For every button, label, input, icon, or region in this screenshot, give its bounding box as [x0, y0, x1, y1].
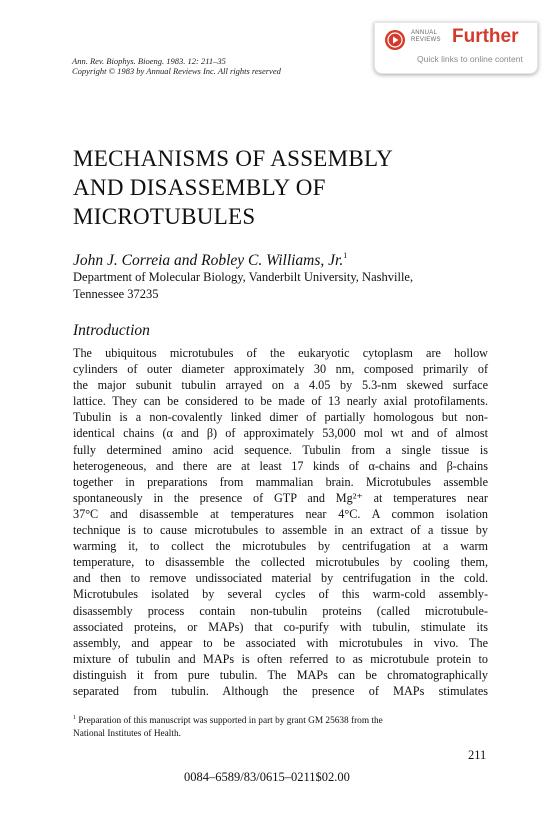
body-line: temperature, to disassemble the collected microtubules by cooling them,	[73, 555, 488, 570]
badge-reviews-label: REVIEWS	[411, 37, 441, 43]
title-line: MECHANISMS OF ASSEMBLY	[73, 146, 393, 171]
body-line: cylinders of outer diameter approximately 30 nm, composed primarily of	[73, 362, 488, 377]
article-title	[73, 144, 493, 231]
body-line: separated from tubulin. Although the presence of MAPs stimulates	[73, 683, 488, 698]
body-line: spontaneously in the presence of GTP and Mg²⁺ at temperatures near	[73, 490, 488, 505]
body-line: heterogeneous, and there are at least 17 kinds of α-chains and β-chains	[73, 458, 488, 473]
annual-reviews-further-badge[interactable]	[374, 22, 538, 74]
footnote-line	[73, 712, 488, 728]
footnote-text: Preparation of this manuscript was supported in part by grant GM 25638 from the	[78, 716, 383, 726]
body-line: The ubiquitous microtubules of the eukaryotic cytoplasm are hollow	[73, 346, 488, 360]
copyright-notice: Copyright © 1983 by Annual Reviews Inc. All rights reserved	[72, 66, 281, 76]
footnote	[73, 712, 488, 741]
page-number: 211	[468, 748, 487, 762]
footnote-line: National Institutes of Health.	[73, 729, 181, 739]
body-line: disassembly process contain non-tubulin proteins (called microtubule-	[73, 603, 488, 618]
body-line: distinguish it from pure tubulin. The MAPs can be chromatographically	[73, 667, 488, 682]
body-line: mixture of tubulin and MAPs is often referred to as microtubule protein to	[73, 651, 488, 666]
badge-annual-label: ANNUAL	[411, 30, 438, 36]
body-line: assembly, and appear to be associated with microtubules in vivo. The	[73, 635, 488, 650]
title-line: MICROTUBULES	[73, 204, 256, 229]
body-line: Tubulin is a non-covalently linked dimer of partially homologous but non-	[73, 410, 488, 425]
body-line: Microtubules isolated by several cycles of this warm-cold assembly-	[73, 587, 488, 602]
body-line: associated proteins, or MAPs) that co-purify with tubulin, stimulate its	[73, 619, 488, 634]
badge-further-label: Further	[452, 26, 519, 47]
body-line: fully determined amino acid sequence. Tubulin from a single tissue is	[73, 442, 488, 457]
badge-tagline: Quick links to online content	[417, 54, 523, 64]
footnote-marker: 1	[73, 715, 76, 721]
section-heading: Introduction	[73, 322, 150, 339]
body-line: together in preparations from mammalian brain. Microtubules assemble	[73, 474, 488, 489]
body-line: warming it, to collect the microtubules by centrifugation at a warm	[73, 539, 488, 554]
author-footnote-marker[interactable]: 1	[343, 251, 348, 260]
body-line: identical chains (α and β) of approximately 53,000 mol wt and of almost	[73, 426, 488, 441]
journal-reference: Ann. Rev. Biophys. Bioeng. 1983. 12: 211–35	[72, 56, 226, 66]
body-line: technique is to cause microtubules to assemble in an extract of a tissue by	[73, 523, 488, 538]
price-code: 0084–6589/83/0615–0211$02.00	[184, 770, 350, 784]
body-line: and then to remove undissociated material by centrifugation in the cold.	[73, 571, 488, 586]
title-line: AND DISASSEMBLY OF	[73, 175, 326, 200]
affiliation	[73, 269, 493, 303]
authors	[73, 251, 347, 270]
author-names: John J. Correia and Robley C. Williams, Jr.	[73, 252, 344, 269]
affiliation-line: Department of Molecular Biology, Vanderbilt University, Nashville,	[73, 270, 414, 284]
body-line: 37°C and disassemble at temperatures near 4°C. A common isolation	[73, 506, 488, 521]
body-line: the major subunit tubulin arrayed on a 4.05 by 5.3-nm skewed surface	[73, 378, 488, 393]
affiliation-line: Tennessee 37235	[73, 287, 159, 301]
body-line: lattice. They can be considered to be made of 13 nearly axial protofilaments.	[73, 394, 488, 409]
play-circle-icon	[385, 30, 405, 50]
body-paragraph	[73, 345, 488, 699]
